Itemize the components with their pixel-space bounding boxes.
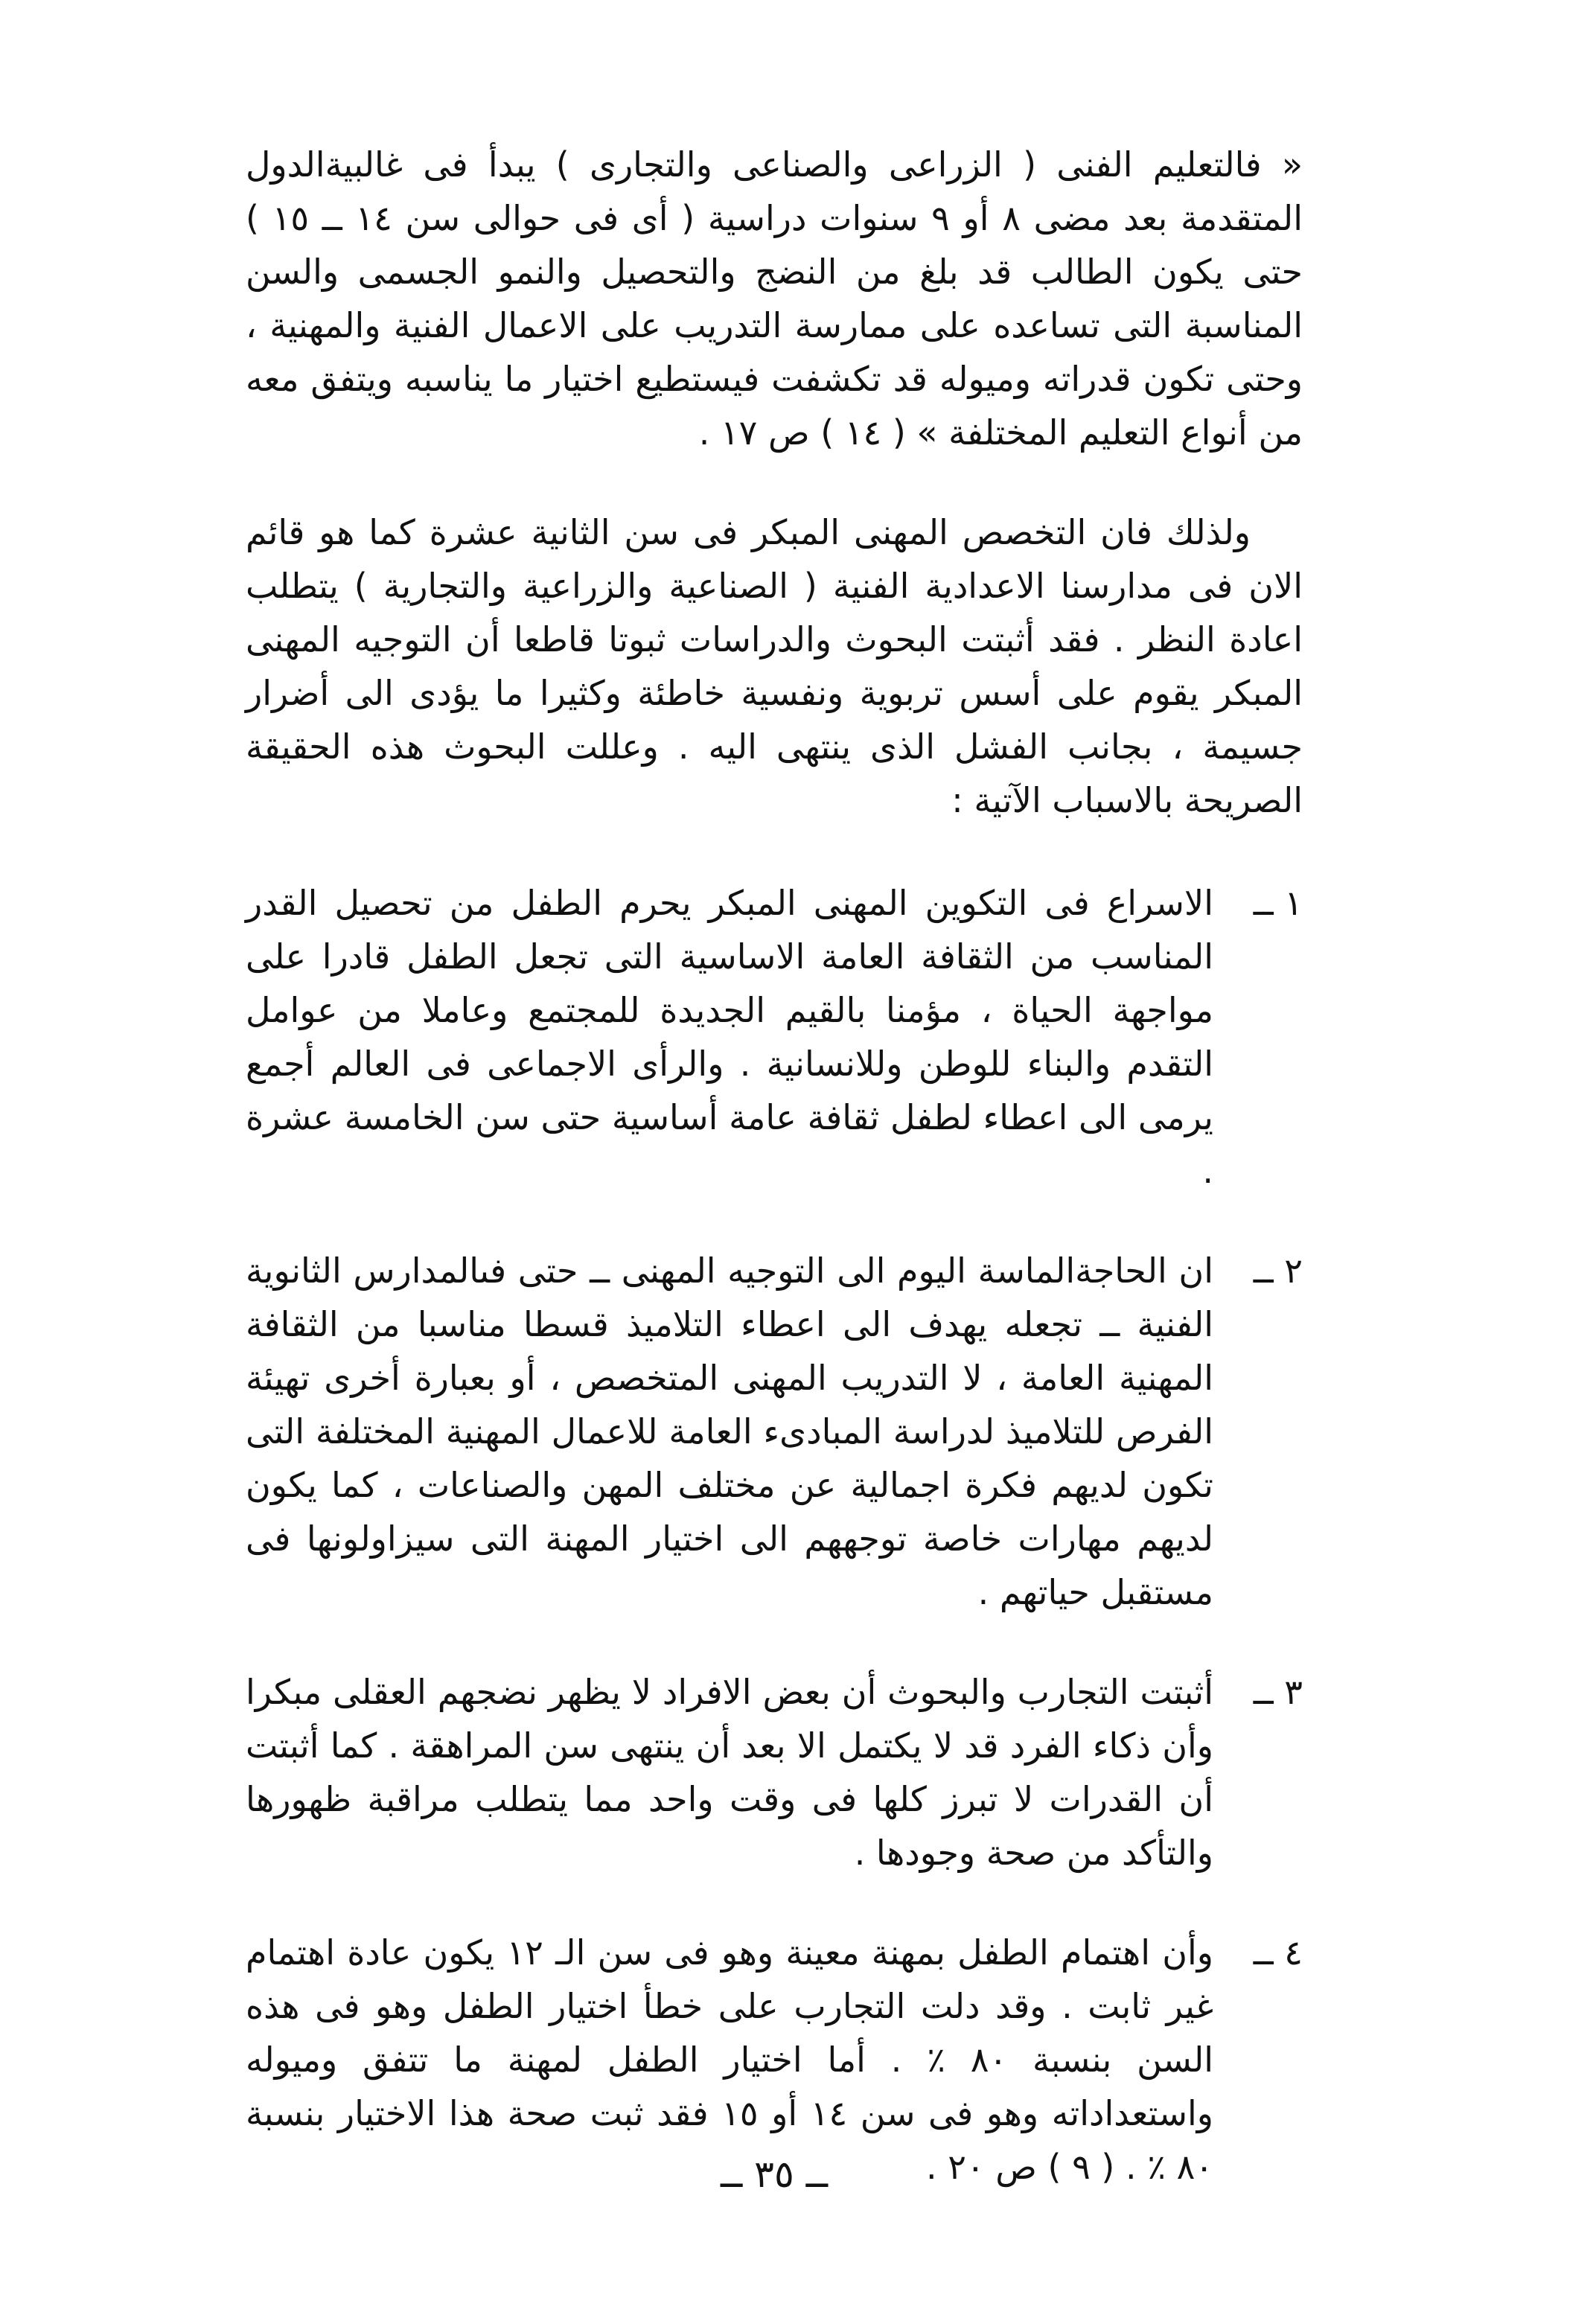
list-item-text: ان الحاجةالماسة اليوم الى التوجيه المهنى ــ حتى فىالمدارس الثانوية الفنية ــ تجعله يهدف الى اعطاء التلاميذ قسطا مناسبا من الثقافة المهنية العامة ، لا التدريب المهنى المتخصص ، أو بعبارة أخرى تهيئة الفرص للتلاميذ لدراسة المبادىء العامة للاعمال المهنية المختلفة التى تكون لديهم فكرة اجمالية عن مختلف المهن والصناعات ، كما يكون لديهم مهارات خاصة توجههم الى اختيار المهنة التى سيزاولونها فى مستقبل حياتهم . xyxy=(246,1251,1213,1612)
list-item-number: ٤ ــ xyxy=(1253,1932,1303,1973)
page-number: ــ ٣٥ ــ xyxy=(720,2153,829,2196)
list-item-2 xyxy=(246,1244,1303,1619)
list-item-text: وأن اهتمام الطفل بمهنة معينة وهو فى سن الـ ١٢ يكون عادة اهتمام غير ثابت . وقد دلت التجارب على خطأ اختيار الطفل وهو فى هذه السن بنسبة ٨٠ ٪ . أما اختيار الطفل لمهنة ما تتفق وميوله واستعداداته وهو فى سن ١٤ أو ١٥ فقد ثبت صحة هذا الاختيار بنسبة ٨٠ ٪ . ( ٩ ) ص ٢٠ . xyxy=(246,1932,1213,2187)
list-item-3 xyxy=(246,1665,1303,1880)
list-item-number: ١ ــ xyxy=(1253,883,1303,923)
list-item-number: ٣ ــ xyxy=(1253,1672,1303,1712)
list-item-text: الاسراع فى التكوين المهنى المبكر يحرم الطفل من تحصيل القدر المناسب من الثقافة العامة الاساسية التى تجعل الطفل قادرا على مواجهة الحياة ، مؤمنا بالقيم الجديدة للمجتمع وعاملا من عوامل التقدم والبناء للوطن وللانسانية . والرأى الاجماعى فى العالم أجمع يرمى الى اعطاء لطفل ثقافة عامة أساسية حتى سن الخامسة عشرة . xyxy=(246,883,1213,1191)
list-item-number: ٢ ــ xyxy=(1253,1251,1303,1291)
document-page xyxy=(246,138,1303,2222)
intro-paragraph: ولذلك فان التخصص المهنى المبكر فى سن الثانية عشرة كما هو قائم الان فى مدارسنا الاعدادية الفنية ( الصناعية والزراعية والتجارية ) يتطلب اعادة النظر . فقد أثبتت البحوث والدراسات ثبوتا قاطعا أن التوجيه المهنى المبكر يقوم على أسس تربوية ونفسية خاطئة وكثيرا ما يؤدى الى أضرار جسيمة ، بجانب الفشل الذى ينتهى اليه . وعللت البحوث هذه الحقيقة الصريحة بالاسباب الآتية : xyxy=(246,512,1303,820)
list-item-1 xyxy=(246,876,1303,1198)
list-item-text: أثبتت التجارب والبحوث أن بعض الافراد لا يظهر نضجهم العقلى مبكرا وأن ذكاء الفرد قد لا يكتمل الا بعد أن ينتهى سن المراهقة . كما أثبتت أن القدرات لا تبرز كلها فى وقت واحد مما يتطلب مراقبة ظهورها والتأكد من صحة وجودها . xyxy=(246,1672,1213,1873)
quote-paragraph: « فالتعليم الفنى ( الزراعى والصناعى والتجارى ) يبدأ فى غالبيةالدول المتقدمة بعد مضى ٨ أو ٩ سنوات دراسية ( أى فى حوالى سن ١٤ ــ ١٥ ) حتى يكون الطالب قد بلغ من النضج والتحصيل والنمو الجسمى والسن المناسبة التى تساعده على ممارسة التدريب على الاعمال الفنية والمهنية ، وحتى تكون قدراته وميوله قد تكشفت فيستطيع اختيار ما يناسبه ويتفق معه من أنواع التعليم المختلفة » ( ١٤ ) ص ١٧ . xyxy=(246,144,1303,453)
